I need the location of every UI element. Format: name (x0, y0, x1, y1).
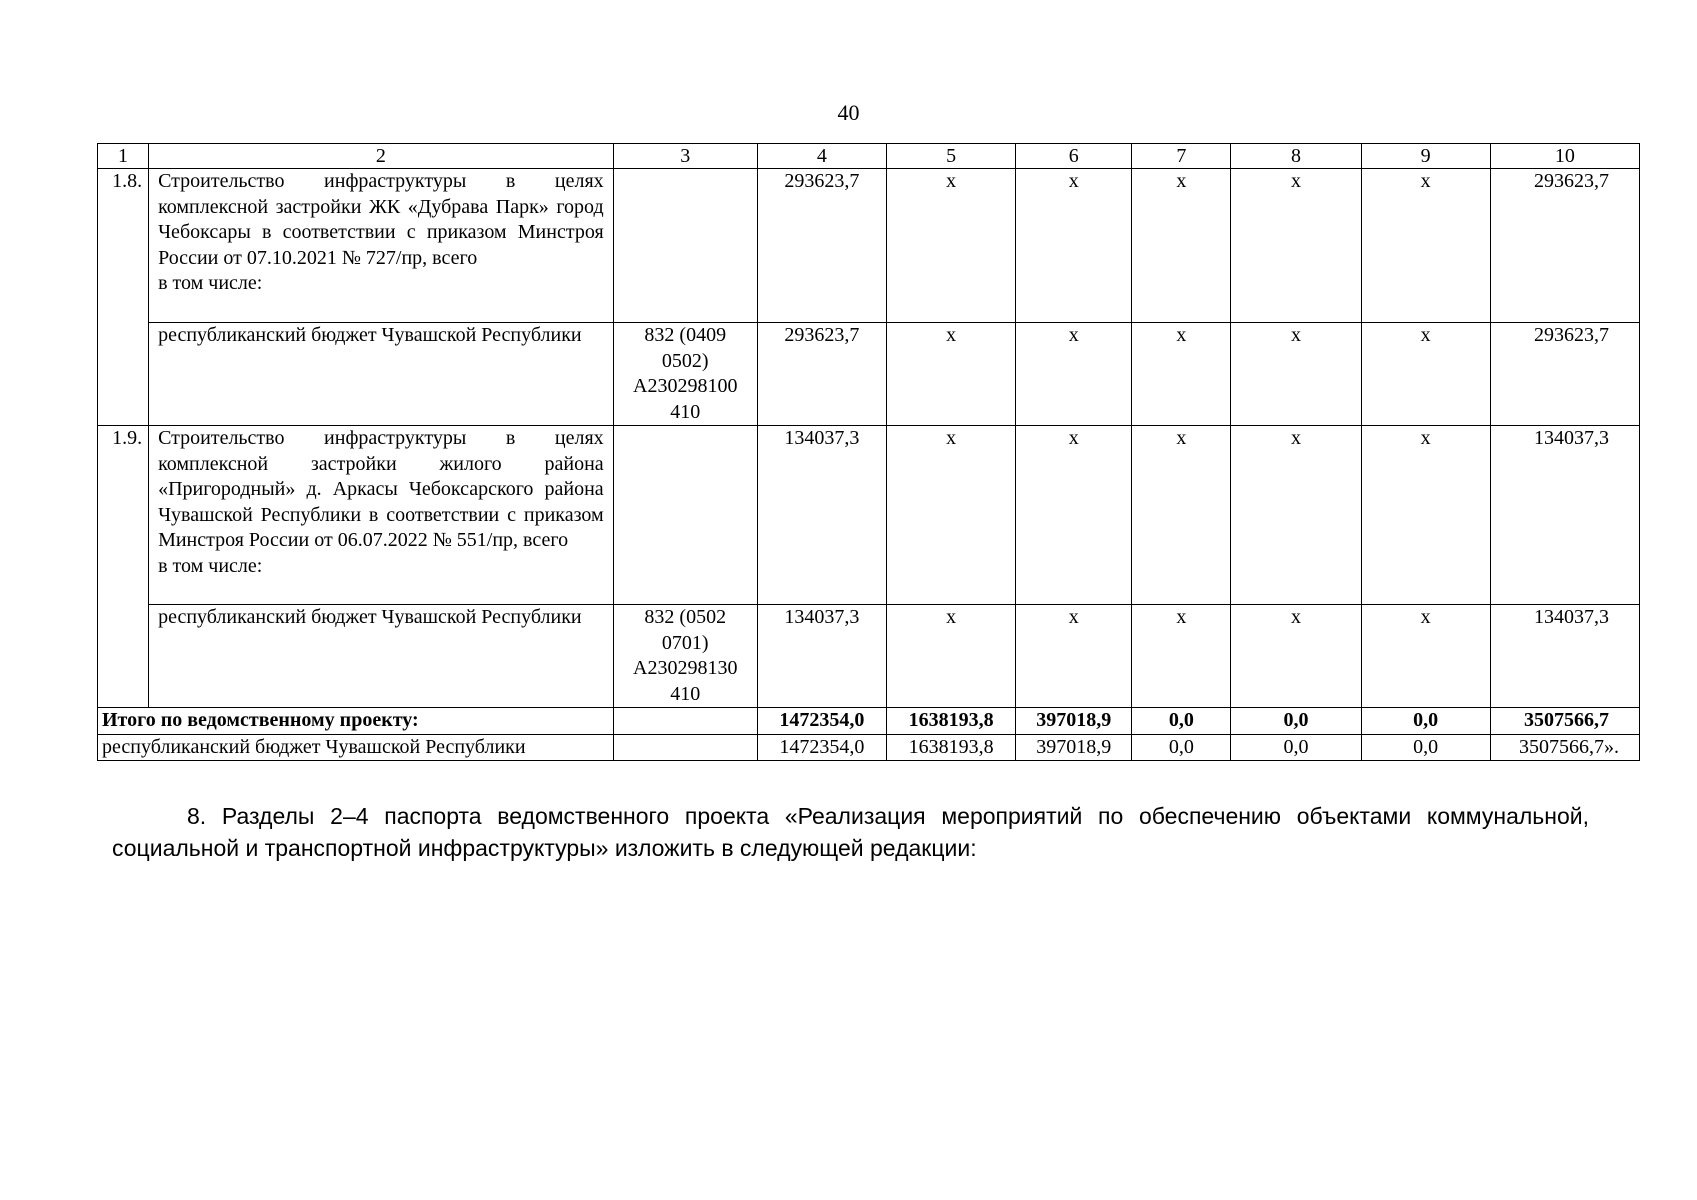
header-cell: 3 (613, 144, 757, 169)
row-description-text: Строительство инфраструктуры в целях комплексной застройки ЖК «Дубрава Парк» город Чебоксары в соответствии с приказом Минстроя России от 07.10.2021 № 727/пр, всего (158, 170, 604, 269)
row-value-7: х (1132, 426, 1231, 605)
total-value-6: 397018,9 (1016, 708, 1132, 735)
row-number: 1.8. (98, 169, 149, 426)
total-value-9: 0,0 (1361, 708, 1490, 735)
row-number: 1.9. (98, 426, 149, 708)
row-value-7: х (1132, 605, 1231, 708)
total-code (613, 708, 757, 735)
page-number: 40 (837, 100, 860, 125)
total-value-5: 1638193,8 (886, 708, 1015, 735)
row-value-8: х (1231, 323, 1361, 426)
row-description: республиканский бюджет Чувашской Республики (149, 323, 614, 426)
header-cell: 8 (1231, 144, 1361, 169)
budget-value-6: 397018,9 (1016, 734, 1132, 761)
budget-code (613, 734, 757, 761)
row-value-9: х (1361, 426, 1490, 605)
row-code (613, 426, 757, 605)
total-value-7: 0,0 (1132, 708, 1231, 735)
row-description-sub: в том числе: (158, 554, 263, 577)
row-value-9: х (1361, 323, 1490, 426)
row-code: 832 (0502 0701) А230298130 410 (613, 605, 757, 708)
row-value-10: 293623,7 (1490, 169, 1639, 323)
budget-value-7: 0,0 (1132, 734, 1231, 761)
row-value-8: х (1231, 605, 1361, 708)
row-value-5: х (886, 605, 1015, 708)
budget-value-9: 0,0 (1361, 734, 1490, 761)
row-value-5: х (886, 426, 1015, 605)
row-value-7: х (1132, 323, 1231, 426)
row-value-10: 293623,7 (1490, 323, 1639, 426)
row-description-sub: в том числе: (158, 272, 263, 294)
table-row (98, 323, 1640, 426)
row-value-6: х (1016, 169, 1132, 323)
row-value-5: х (886, 169, 1015, 323)
header-cell: 7 (1132, 144, 1231, 169)
row-description (149, 426, 614, 605)
total-value-10: 3507566,7 (1490, 708, 1639, 735)
row-value-4: 293623,7 (757, 323, 886, 426)
budget-value-8: 0,0 (1231, 734, 1361, 761)
budget-value-10: 3507566,7». (1490, 734, 1639, 761)
header-cell: 6 (1016, 144, 1132, 169)
row-value-8: х (1231, 169, 1361, 323)
budget-label: республиканский бюджет Чувашской Республики (98, 734, 614, 761)
row-value-4: 134037,3 (757, 426, 886, 605)
row-value-6: х (1016, 323, 1132, 426)
table-row (98, 426, 1640, 605)
row-value-4: 293623,7 (757, 169, 886, 323)
budget-value-4: 1472354,0 (757, 734, 886, 761)
header-cell: 9 (1361, 144, 1490, 169)
header-cell: 10 (1490, 144, 1639, 169)
header-cell: 2 (149, 144, 614, 169)
row-value-7: х (1132, 169, 1231, 323)
budget-table (97, 143, 1640, 761)
table-row (98, 169, 1640, 323)
budget-value-5: 1638193,8 (886, 734, 1015, 761)
total-value-4: 1472354,0 (757, 708, 886, 735)
row-code (613, 169, 757, 323)
total-value-8: 0,0 (1231, 708, 1361, 735)
row-value-10: 134037,3 (1490, 426, 1639, 605)
header-cell: 1 (98, 144, 149, 169)
paragraph-text: 8. Разделы 2–4 паспорта ведомственного проекта «Реализация мероприятий по обеспечению объектами коммунальной, социальной и транспортной инфраструктуры» изложить в следующей редакции: (112, 803, 1589, 861)
row-value-8: х (1231, 426, 1361, 605)
header-cell: 5 (886, 144, 1015, 169)
row-description (149, 169, 614, 323)
row-value-4: 134037,3 (757, 605, 886, 708)
row-value-9: х (1361, 605, 1490, 708)
table-header-row (98, 144, 1640, 169)
row-value-10: 134037,3 (1490, 605, 1639, 708)
row-description-text: Строительство инфраструктуры в целях комплексной застройки жилого района «Пригородный» д. Аркасы Чебоксарского района Чувашской Республики в соответствии с приказом Минстроя России от 06.07.2022 № 551/пр, всего (158, 427, 604, 551)
row-value-6: х (1016, 605, 1132, 708)
row-value-5: х (886, 323, 1015, 426)
header-cell: 4 (757, 144, 886, 169)
row-code: 832 (0409 0502) А230298100 410 (613, 323, 757, 426)
total-label: Итого по ведомственному проекту: (98, 708, 614, 735)
budget-row (98, 734, 1640, 761)
row-description: республиканский бюджет Чувашской Республики (149, 605, 614, 708)
row-value-6: х (1016, 426, 1132, 605)
row-value-9: х (1361, 169, 1490, 323)
total-row (98, 708, 1640, 735)
table-row (98, 605, 1640, 708)
